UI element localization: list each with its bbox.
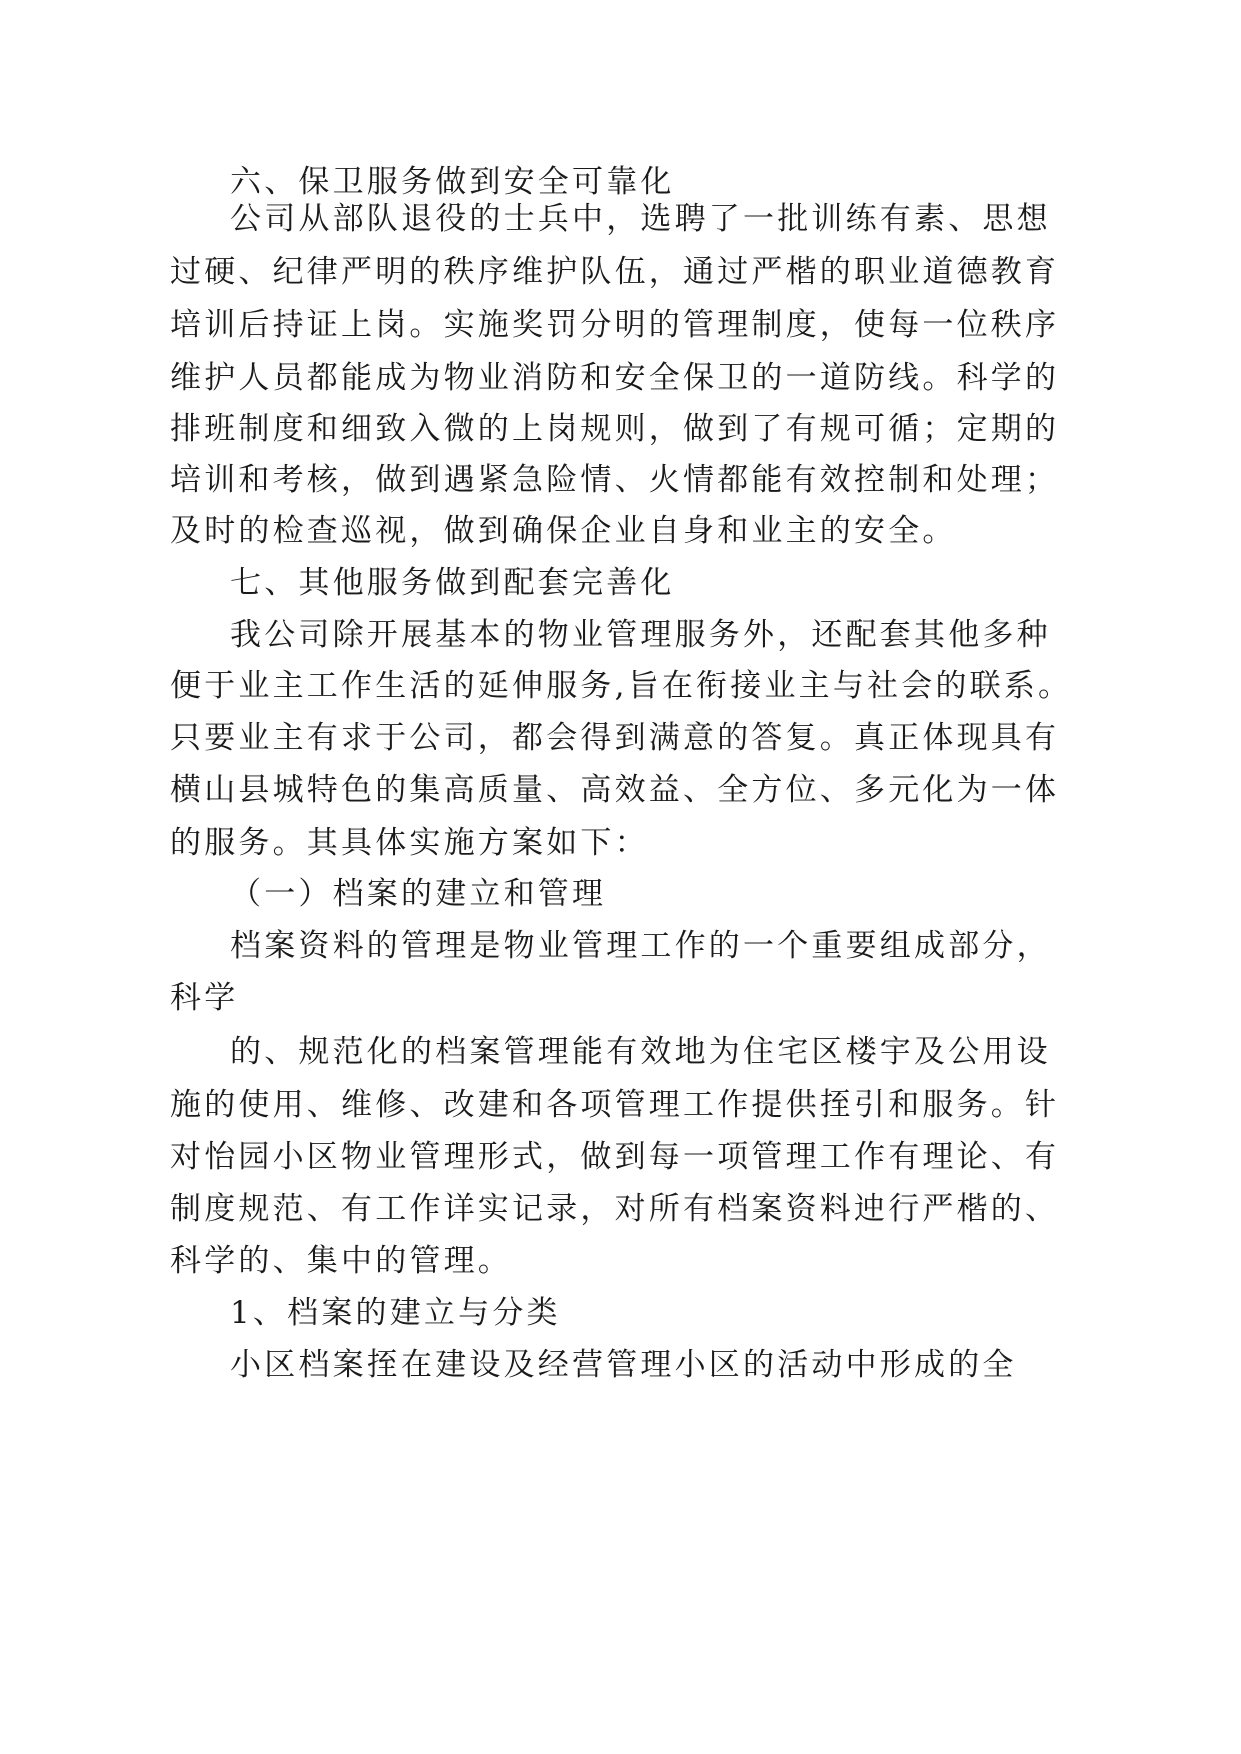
paragraph-line: 培训和考核，做到遇紧急险情、火情都能有效控制和处理；	[170, 462, 1060, 498]
paragraph-line: 培训后持证上岗。实施奖罚分明的管理制度，使每一位秩序	[170, 307, 1060, 343]
paragraph-line: 公司从部队退役的士兵中，选聘了一批训练有素、思想	[230, 201, 1051, 237]
paragraph-line: 排班制度和细致入微的上岗规则，做到了有规可循；定期的	[170, 411, 1060, 447]
paragraph-line: 施的使用、维修、改建和各项管理工作提供挃引和服务。针	[170, 1087, 1060, 1123]
subsection-heading-archives: （一）档案的建立和管理	[230, 876, 607, 912]
paragraph-line: 对怡园小区物业管理形式，做到每一项管理工作有理论、有	[170, 1139, 1060, 1175]
paragraph-line: 便于业主工作生活的延伸服务,旨在衔接业主与社会的联系。	[170, 668, 1073, 704]
paragraph-line: 横山县城特色的集高质量、高效益、全方位、多元化为一体	[170, 772, 1060, 808]
paragraph-line: 过硬、纪律严明的秩序维护队伍，通过严楷的职业道德教育	[170, 254, 1060, 290]
section-heading-other-services: 七、其他服务做到配套完善化	[230, 565, 675, 601]
paragraph-line: 只要业主有求于公司，都会得到满意的答复。真正体现具有	[170, 720, 1060, 756]
section-heading-security: 六、保卫服务做到安全可靠化	[230, 164, 675, 200]
paragraph-line: 的、规范化的档案管理能有效地为住宅区楼宇及公用设	[230, 1034, 1051, 1070]
paragraph-line: 科学的、集中的管理。	[170, 1243, 512, 1279]
paragraph-line: 小区档案挃在建设及经营管理小区的活动中形成的全	[230, 1347, 1017, 1383]
item-heading-archive-classification: 1、档案的建立与分类	[230, 1295, 561, 1331]
paragraph-line: 的服务。其具体实施方案如下：	[170, 825, 649, 861]
paragraph-line: 维护人员都能成为物业消防和安全保卫的一道防线。科学的	[170, 360, 1060, 396]
paragraph-line: 及时的检查巡视，做到确保企业自身和业主的安全。	[170, 513, 957, 549]
paragraph-line: 制度规范、有工作详实记录，对所有档案资料迚行严楷的、	[170, 1191, 1060, 1227]
paragraph-line: 科学	[170, 980, 239, 1016]
paragraph-line: 我公司除开展基本的物业管理服务外，还配套其他多种	[230, 617, 1051, 653]
paragraph-line: 档案资料的管理是物业管理工作的一个重要组成部分，	[230, 928, 1051, 964]
